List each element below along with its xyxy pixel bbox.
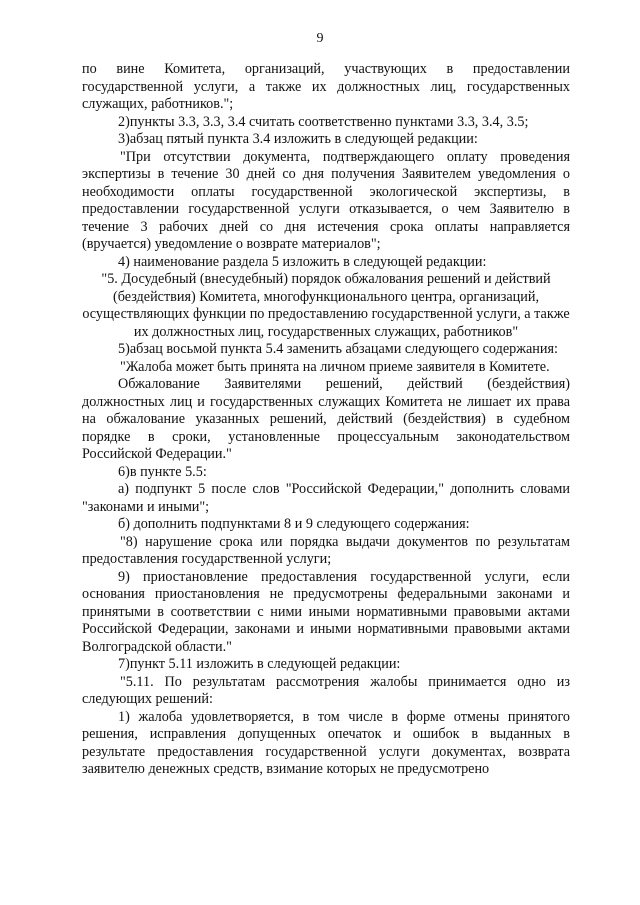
paragraph-item-4: 4) наименование раздела 5 изложить в следующей редакции: xyxy=(118,253,487,270)
paragraph-item-6b: б) дополнить подпунктами 8 и 9 следующего содержания: xyxy=(118,516,470,532)
paragraph-item-5: 5)абзац восьмой пункта 5.4 заменить абзацами следующего содержания: xyxy=(118,341,558,357)
paragraph-quote-5-11: "5.11. По результатам рассмотрения жалобы принимается одно из следующих решений: xyxy=(82,673,570,707)
paragraph-appeal: Обжалование Заявителями решений, действий (бездействия) должностных лиц и государственных служащих Комитета не лишает их права на обжалование указанных решений, действий (бездействия) в судебном порядке в сроки, установленные процессуальным законодательством Российской Федерации." xyxy=(82,376,570,462)
paragraph-subitem-8: "8) нарушение срока или порядка выдачи документов по результатам предоставления государственной услуги; xyxy=(82,533,570,567)
paragraph-subitem-9: 9) приостановление предоставления государственной услуги, если основания приостановления не предусмотрены федеральными законами и принятыми в соответствии с ними иными нормативными правовыми актами Российской Федерации, законами и иными нормативными правовыми актами Волгоградской области." xyxy=(82,568,570,655)
paragraph-quote-complaint: "Жалоба может быть принята на личном приеме заявителя в Комитете. xyxy=(120,358,550,375)
paragraph-item-7: 7)пункт 5.11 изложить в следующей редакции: xyxy=(118,656,401,672)
paragraph-item-6: 6)в пункте 5.5: xyxy=(118,463,207,480)
section-5-heading: "5. Досудебный (внесудебный) порядок обжалования решений и действий (бездействия) Комитета, многофункционального центра, организаций, осуществляющих функции по предоставлению государственной услуги, а также их должностных лиц, государственных служащих, работников" xyxy=(82,271,570,340)
paragraph-item-6a: а) подпункт 5 после слов "Российской Федерации," дополнить словами "законами и иными"; xyxy=(82,481,570,515)
paragraph-item-3: 3)абзац пятый пункта 3.4 изложить в следующей редакции: xyxy=(118,131,478,147)
document-body xyxy=(82,61,570,779)
paragraph-decision-1: 1) жалоба удовлетворяется, в том числе в форме отмены принятого решения, исправления допущенных опечаток и ошибок в выданных в результате предоставления государственной услуги документах, возврата заявителю денежных средств, взимание которых не предусмотрено xyxy=(82,708,570,777)
paragraph-continuation: по вине Комитета, организаций, участвующих в предоставлении государственной услуги, а также их должностных лиц, государственных служащих, работников."; xyxy=(82,61,570,112)
paragraph-quote-3-4: "При отсутствии документа, подтверждающего оплату проведения экспертизы в течение 30 дней со дня получения Заявителем уведомления о необходимости оплаты государственной экологической экспертизы, в предоставлении государственной услуги отказывается, о чем Заявителю в течение 3 рабочих дней со дня истечения срока оплаты направляется (вручается) уведомление о возврате материалов"; xyxy=(82,148,570,252)
paragraph-item-2: 2)пункты 3.3, 3.3, 3.4 считать соответственно пунктами 3.3, 3.4, 3.5; xyxy=(118,113,529,130)
page-number: 9 xyxy=(316,31,324,46)
